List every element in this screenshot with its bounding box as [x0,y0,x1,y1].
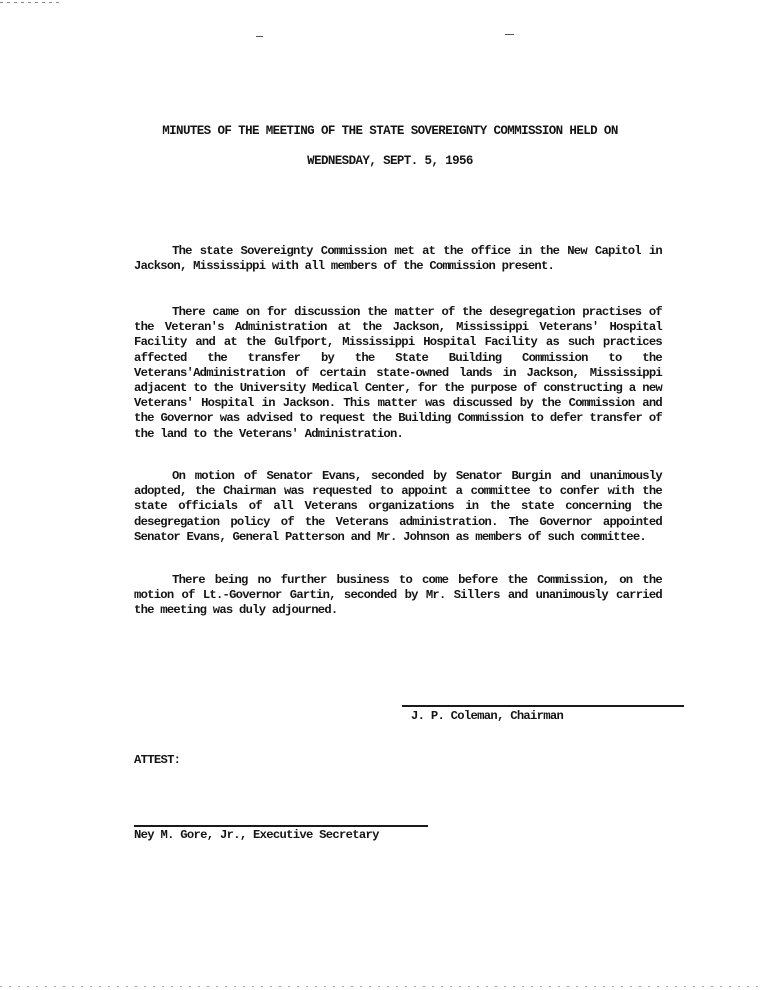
chairman-signature-line [402,705,684,707]
minutes-title-line-1: MINUTES OF THE MEETING OF THE STATE SOVEREIGNTY COMMISSION HELD ON [162,124,618,138]
secretary-signature: Ney M. Gore, Jr., Executive Secretary [134,828,379,842]
paragraph-desegregation-discussion: There came on for discussion the matter of the desegregation practises of the Veteran's Administration at the Jackson, Mississippi Veterans' Hospital Facility and at the Gulfport, Mississippi Hospital Facility as such practices affected the transfer by the State Building Commission to the Veterans'Administration of certain state-owned lands in Jackson, Mississippi adjacent to the University Medical Center, for the purpose of constructing a new Veterans' Hospital in Jackson. This matter was discussed by the Commission and the Governor was advised to request the Building Commission to defer transfer of the land to the Veterans' Administration. [134,305,662,441]
scan-artifact-top-left [0,2,60,3]
paragraph-adjournment: There being no further business to come before the Commission, on the motion of Lt.-Governor Gartin, seconded by Mr. Sillers and unanimously carried the meeting was duly adjourned. [134,573,662,618]
attest-label: ATTEST: [134,753,181,767]
minutes-title-line-2: WEDNESDAY, SEPT. 5, 1956 [307,154,473,168]
chairman-signature: J. P. Coleman, Chairman [411,709,564,723]
secretary-signature-line [134,825,428,827]
scan-artifact-top-mark-1 [256,36,263,37]
paragraph-opening: The state Sovereignty Commission met at the office in the New Capitol in Jackson, Mississippi with all members of the Commission present. [134,244,662,274]
scan-artifact-bottom [0,986,763,987]
paragraph-committee-motion: On motion of Senator Evans, seconded by Senator Burgin and unanimously adopted, the Chairman was requested to appoint a committee to confer with the state officials of all Veterans organizations in the state concerning the desegregation policy of the Veterans administration. The Governor appointed Senator Evans, General Patterson and Mr. Johnson as members of such committee. [134,469,662,544]
scan-artifact-top-mark-2 [505,34,514,35]
